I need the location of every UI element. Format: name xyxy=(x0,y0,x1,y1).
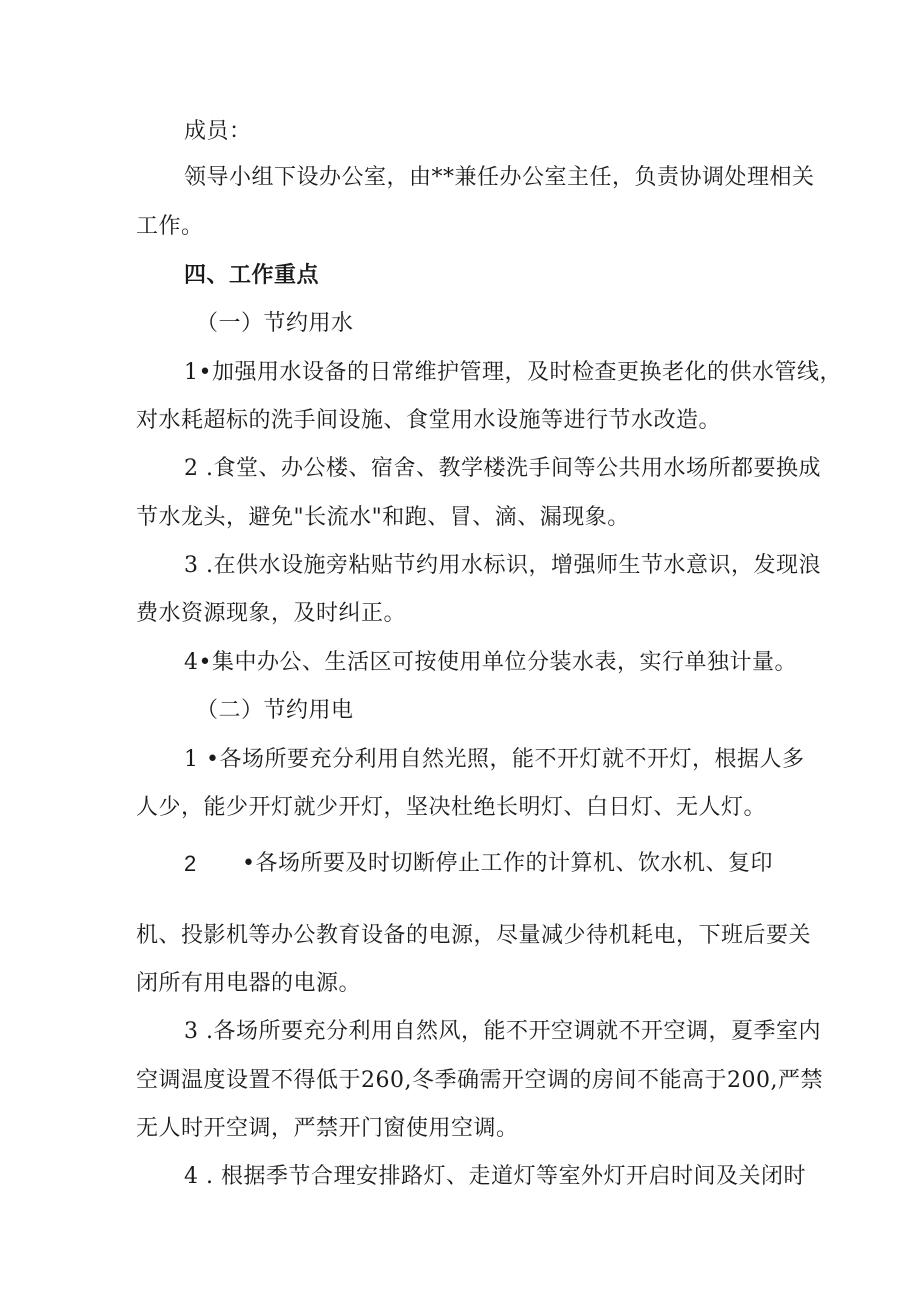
section-heading-work-focus: 四、工作重点 xyxy=(184,263,320,288)
members-label: 成员： xyxy=(184,119,252,144)
water-item-1-line-1: 1•加强用水设备的日常维护管理，及时检查更换老化的供水管线， xyxy=(184,360,842,385)
water-item-4: 4•集中办公、生活区可按使用单位分装水表，实行单独计量。 xyxy=(184,650,797,675)
water-item-3-line-2: 费水资源现象，及时纠正。 xyxy=(136,601,407,626)
electricity-item-2-number: 2 xyxy=(184,851,197,876)
water-item-3-line-1: 3 .在供水设施旁粘贴节约用水标识，增强师生节水意识，发现浪 xyxy=(184,553,821,578)
electricity-item-3-line-1: 3 .各场所要充分利用自然风，能不开空调就不开空调，夏季室内 xyxy=(184,1019,821,1044)
subheading-save-electricity: （二）节约用电 xyxy=(196,698,354,723)
electricity-item-2-line-2: 机、投影机等办公教育设备的电源，尽量减少待机耗电，下班后要关 xyxy=(136,923,812,948)
electricity-item-4-line-1: 4 . 根据季节合理安排路灯、走道灯等室外灯开启时间及关闭时 xyxy=(184,1164,806,1189)
electricity-item-3-line-2: 空调温度设置不得低于260,冬季确需开空调的房间不能高于200,严禁 xyxy=(136,1068,823,1093)
electricity-item-2-line-1: •各场所要及时切断停止工作的计算机、饮水机、复印 xyxy=(242,851,773,876)
water-item-2-line-2: 节水龙头，避免"长流水"和跑、冒、滴、漏现象。 xyxy=(136,505,630,530)
subheading-save-water: （一）节约用水 xyxy=(196,311,354,336)
electricity-item-3-line-3: 无人时开空调，严禁开门窗使用空调。 xyxy=(136,1116,519,1141)
paragraph-office-line-2: 工作。 xyxy=(136,214,204,239)
electricity-item-1-line-1: 1 •各场所要充分利用自然光照，能不开灯就不开灯，根据人多 xyxy=(184,747,805,772)
water-item-2-line-1: 2 .食堂、办公楼、宿舍、教学楼洗手间等公共用水场所都要换成 xyxy=(184,456,821,481)
electricity-item-1-line-2: 人少，能少开灯就少开灯，坚决杜绝长明灯、白日灯、无人灯。 xyxy=(136,795,767,820)
paragraph-office-line-1: 领导小组下设办公室，由**兼任办公室主任，负责协调处理相关 xyxy=(184,165,815,190)
water-item-1-line-2: 对水耗超标的洗手间设施、食堂用水设施等进行节水改造。 xyxy=(136,408,722,433)
electricity-item-2-line-3: 闭所有用电器的电源。 xyxy=(136,971,362,996)
